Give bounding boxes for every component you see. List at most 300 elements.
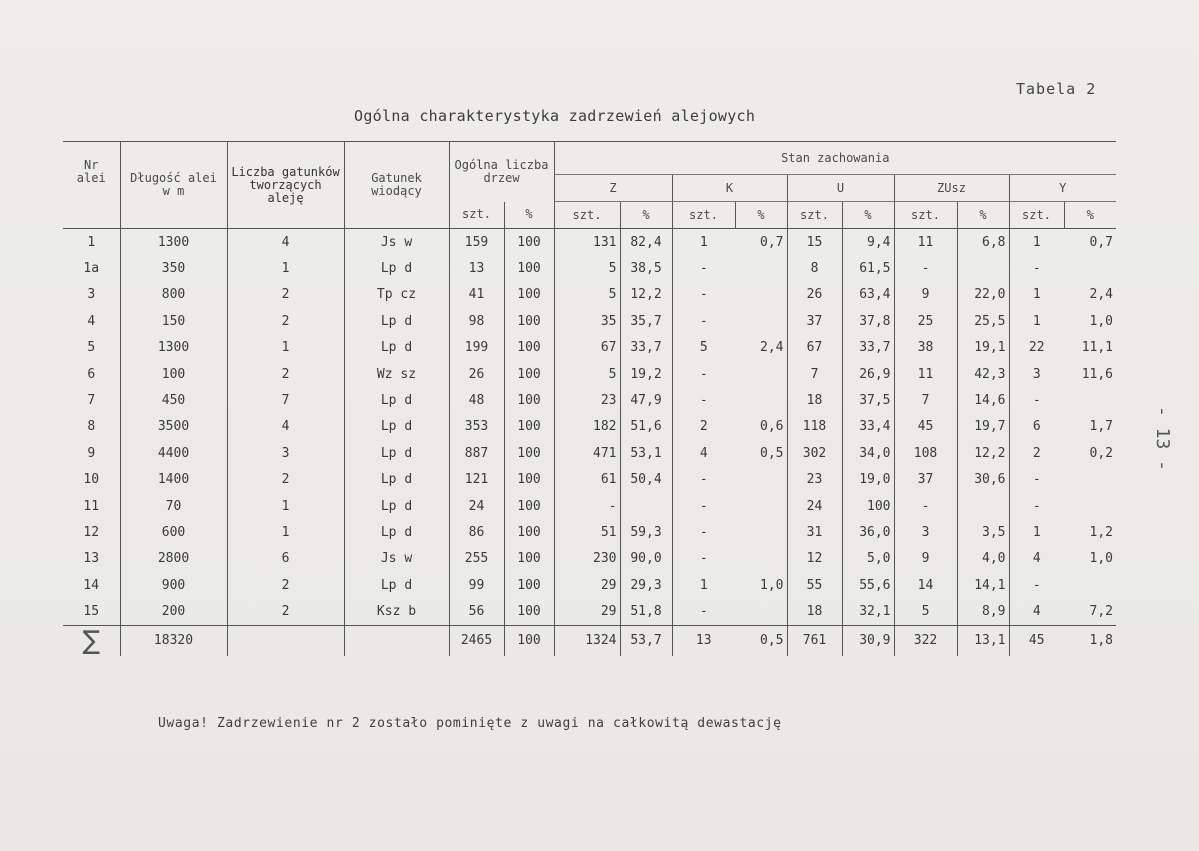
cell-nr: 6 bbox=[87, 366, 96, 382]
cell-yp bbox=[1064, 255, 1116, 281]
cell-u: 55 bbox=[787, 572, 842, 598]
cell-zup: 3,5 bbox=[957, 519, 1009, 545]
cell-k: - bbox=[672, 519, 735, 545]
cell-lg: 1 bbox=[227, 255, 344, 281]
cell-zu: 14 bbox=[894, 572, 957, 598]
cell-lg: 7 bbox=[227, 387, 344, 413]
cell-kp bbox=[735, 387, 787, 413]
cell-u: 37 bbox=[787, 308, 842, 334]
cell-y: 22 bbox=[1009, 335, 1064, 361]
cell-y: - bbox=[1009, 467, 1064, 493]
data-table bbox=[63, 141, 1116, 656]
cell-zu: 9 bbox=[894, 282, 957, 308]
cell-zup: 25,5 bbox=[957, 308, 1009, 334]
cell-y: 6 bbox=[1009, 414, 1064, 440]
cell-gat: Lp d bbox=[344, 572, 449, 598]
cell-dl: 800 bbox=[120, 282, 227, 308]
cell-gat: Lp d bbox=[344, 493, 449, 519]
cell-zp: 12,2 bbox=[620, 282, 672, 308]
cell-y: 2 bbox=[1009, 440, 1064, 466]
cell-dl: 4400 bbox=[120, 440, 227, 466]
cell-zu: 7 bbox=[894, 387, 957, 413]
cell-yp: 1,7 bbox=[1089, 419, 1113, 435]
cell-y: 1 bbox=[1009, 282, 1064, 308]
cell-ogp: 100 bbox=[504, 519, 554, 545]
cell-zup: 14,1 bbox=[957, 572, 1009, 598]
header-group-z: Z bbox=[554, 175, 672, 202]
cell-zp bbox=[620, 493, 672, 519]
cell-ogp: 100 bbox=[504, 387, 554, 413]
cell-lg: 2 bbox=[227, 361, 344, 387]
cell-z: 230 bbox=[554, 546, 620, 572]
cell-u: 12 bbox=[787, 546, 842, 572]
cell-u: 18 bbox=[787, 387, 842, 413]
cell-og: 98 bbox=[449, 308, 504, 334]
cell-yp: 7,2 bbox=[1089, 604, 1113, 620]
cell-up: 5,0 bbox=[842, 546, 894, 572]
cell-yp: 1,0 bbox=[1089, 551, 1113, 567]
cell-lg: 1 bbox=[227, 519, 344, 545]
cell-nr: 1 bbox=[87, 234, 96, 250]
header-gatunek: Gatunek wiodący bbox=[344, 142, 449, 229]
cell-y: - bbox=[1009, 255, 1064, 281]
cell-lg: 2 bbox=[227, 282, 344, 308]
cell-k: - bbox=[672, 361, 735, 387]
cell-zu: 3 bbox=[894, 519, 957, 545]
cell-og: 887 bbox=[449, 440, 504, 466]
cell-gat: Tp cz bbox=[344, 282, 449, 308]
cell-z: 471 bbox=[554, 440, 620, 466]
cell-up: 100 bbox=[842, 493, 894, 519]
cell-nr: 14 bbox=[83, 577, 100, 593]
cell-k: - bbox=[672, 255, 735, 281]
cell-zu: - bbox=[894, 255, 957, 281]
cell-zp: 33,7 bbox=[620, 335, 672, 361]
header-u-pct: % bbox=[842, 202, 894, 229]
cell-gat: Lp d bbox=[344, 467, 449, 493]
cell-ogp: 100 bbox=[504, 414, 554, 440]
sum-og: 2465 bbox=[449, 625, 504, 656]
cell-u: 31 bbox=[787, 519, 842, 545]
header-k-szt: szt. bbox=[672, 202, 735, 229]
cell-y: 4 bbox=[1009, 598, 1064, 625]
cell-lg: 2 bbox=[227, 598, 344, 625]
cell-og: 24 bbox=[449, 493, 504, 519]
header-group-k: K bbox=[672, 175, 787, 202]
cell-zup bbox=[957, 493, 1009, 519]
sum-k: 13 bbox=[672, 625, 735, 656]
cell-og: 13 bbox=[449, 255, 504, 281]
header-group-y: Y bbox=[1009, 175, 1116, 202]
cell-y: - bbox=[1009, 387, 1064, 413]
cell-dl: 1300 bbox=[120, 335, 227, 361]
cell-og: 199 bbox=[449, 335, 504, 361]
cell-up: 37,8 bbox=[842, 308, 894, 334]
cell-zup: 30,6 bbox=[957, 467, 1009, 493]
cell-z: 131 bbox=[554, 229, 620, 256]
cell-up: 37,5 bbox=[842, 387, 894, 413]
cell-dl: 100 bbox=[120, 361, 227, 387]
cell-nr: 13 bbox=[83, 551, 100, 567]
cell-dl: 200 bbox=[120, 598, 227, 625]
page-number: - 13 - bbox=[1152, 405, 1174, 472]
cell-yp: 0,2 bbox=[1089, 445, 1113, 461]
cell-z: 51 bbox=[554, 519, 620, 545]
cell-kp: 0,7 bbox=[760, 234, 784, 250]
table-row bbox=[63, 335, 1116, 361]
cell-gat: Wz sz bbox=[344, 361, 449, 387]
cell-og: 86 bbox=[449, 519, 504, 545]
sum-up: 30,9 bbox=[842, 625, 894, 656]
cell-nr: 15 bbox=[83, 604, 100, 620]
cell-u: 24 bbox=[787, 493, 842, 519]
cell-kp bbox=[735, 598, 787, 625]
sum-kp: 0,5 bbox=[735, 625, 787, 656]
cell-zp: 90,0 bbox=[620, 546, 672, 572]
sum-zp: 53,7 bbox=[620, 625, 672, 656]
cell-zu: 108 bbox=[894, 440, 957, 466]
cell-yp: 0,7 bbox=[1089, 234, 1113, 250]
cell-ogp: 100 bbox=[504, 361, 554, 387]
cell-y: 1 bbox=[1009, 519, 1064, 545]
header-zusz-szt: szt. bbox=[894, 202, 957, 229]
table-row bbox=[63, 387, 1116, 413]
cell-yp: 11,1 bbox=[1081, 340, 1113, 356]
cell-y: 1 bbox=[1009, 308, 1064, 334]
cell-nr: 10 bbox=[83, 472, 100, 488]
cell-kp bbox=[735, 282, 787, 308]
cell-gat: Js w bbox=[344, 229, 449, 256]
cell-yp bbox=[1064, 387, 1116, 413]
header-liczba: Liczba gatunków tworzących aleję bbox=[227, 142, 344, 229]
cell-ogp: 100 bbox=[504, 335, 554, 361]
cell-up: 55,6 bbox=[842, 572, 894, 598]
cell-kp bbox=[735, 493, 787, 519]
cell-zp: 53,1 bbox=[620, 440, 672, 466]
cell-zu: 9 bbox=[894, 546, 957, 572]
sum-zup: 13,1 bbox=[957, 625, 1009, 656]
footnote: Uwaga! Zadrzewienie nr 2 zostało pominięte z uwagi na całkowitą dewastację bbox=[158, 716, 782, 731]
cell-up: 63,4 bbox=[842, 282, 894, 308]
cell-k: 5 bbox=[672, 335, 735, 361]
cell-ogp: 100 bbox=[504, 282, 554, 308]
header-nr-empty bbox=[63, 202, 120, 229]
cell-ogp: 100 bbox=[504, 255, 554, 281]
cell-nr: 11 bbox=[83, 498, 100, 514]
cell-z: 29 bbox=[554, 572, 620, 598]
cell-ogp: 100 bbox=[504, 572, 554, 598]
cell-ogp: 100 bbox=[504, 598, 554, 625]
table-row bbox=[63, 493, 1116, 519]
cell-ogp: 100 bbox=[504, 308, 554, 334]
table-row bbox=[63, 361, 1116, 387]
table-row bbox=[63, 282, 1116, 308]
cell-og: 159 bbox=[449, 229, 504, 256]
table-label: Tabela 2 bbox=[1016, 80, 1097, 98]
cell-gat: Lp d bbox=[344, 440, 449, 466]
sum-z: 1324 bbox=[554, 625, 620, 656]
cell-dl: 900 bbox=[120, 572, 227, 598]
cell-zup: 19,7 bbox=[957, 414, 1009, 440]
cell-gat: Lp d bbox=[344, 255, 449, 281]
cell-kp: 2,4 bbox=[760, 340, 784, 356]
table-row bbox=[63, 255, 1116, 281]
cell-kp bbox=[735, 546, 787, 572]
header-z-szt: szt. bbox=[554, 202, 620, 229]
header-dlugosc: Długość alei w m bbox=[120, 142, 227, 229]
cell-up: 9,4 bbox=[842, 229, 894, 256]
cell-gat: Lp d bbox=[344, 519, 449, 545]
cell-dl: 1300 bbox=[120, 229, 227, 256]
cell-zp: 35,7 bbox=[620, 308, 672, 334]
cell-nr: 7 bbox=[87, 393, 96, 409]
cell-lg: 2 bbox=[227, 572, 344, 598]
header-zusz-pct: % bbox=[957, 202, 1009, 229]
cell-og: 56 bbox=[449, 598, 504, 625]
cell-kp: 0,6 bbox=[760, 419, 784, 435]
sum-u: 761 bbox=[787, 625, 842, 656]
header-og-szt: szt. bbox=[449, 202, 504, 229]
cell-gat: Ksz b bbox=[344, 598, 449, 625]
cell-up: 36,0 bbox=[842, 519, 894, 545]
table-row bbox=[63, 572, 1116, 598]
cell-zp: 82,4 bbox=[620, 229, 672, 256]
header-group-zusz: ZUsz bbox=[894, 175, 1009, 202]
cell-zu: 38 bbox=[894, 335, 957, 361]
cell-k: - bbox=[672, 598, 735, 625]
cell-dl: 450 bbox=[120, 387, 227, 413]
cell-zp: 50,4 bbox=[620, 467, 672, 493]
cell-z: - bbox=[554, 493, 620, 519]
cell-z: 5 bbox=[554, 255, 620, 281]
cell-y: 1 bbox=[1009, 229, 1064, 256]
cell-gat: Lp d bbox=[344, 414, 449, 440]
cell-dl: 1400 bbox=[120, 467, 227, 493]
cell-zup bbox=[957, 255, 1009, 281]
header-ogolna: Ogólna liczba drzew bbox=[449, 142, 554, 202]
table-row bbox=[63, 440, 1116, 466]
cell-yp: 2,4 bbox=[1089, 287, 1113, 303]
cell-zup: 42,3 bbox=[957, 361, 1009, 387]
cell-gat: Js w bbox=[344, 546, 449, 572]
page-title: Ogólna charakterystyka zadrzewień alejowych bbox=[354, 107, 756, 125]
cell-yp: 1,2 bbox=[1089, 524, 1113, 540]
header-group-u: U bbox=[787, 175, 894, 202]
cell-k: - bbox=[672, 387, 735, 413]
header-nr: Nr alei bbox=[76, 157, 106, 185]
cell-yp bbox=[1064, 572, 1116, 598]
cell-nr: 9 bbox=[87, 445, 96, 461]
cell-zu: - bbox=[894, 493, 957, 519]
cell-ogp: 100 bbox=[504, 440, 554, 466]
cell-k: - bbox=[672, 282, 735, 308]
sum-dl: 18320 bbox=[120, 625, 227, 656]
cell-yp: 1,0 bbox=[1089, 313, 1113, 329]
cell-dl: 3500 bbox=[120, 414, 227, 440]
cell-yp bbox=[1064, 493, 1116, 519]
table-row bbox=[63, 467, 1116, 493]
header-stan: Stan zachowania bbox=[554, 142, 1116, 175]
cell-z: 5 bbox=[554, 282, 620, 308]
cell-zp: 19,2 bbox=[620, 361, 672, 387]
cell-ogp: 100 bbox=[504, 546, 554, 572]
cell-y: - bbox=[1009, 493, 1064, 519]
cell-og: 41 bbox=[449, 282, 504, 308]
header-z-pct: % bbox=[620, 202, 672, 229]
cell-ogp: 100 bbox=[504, 229, 554, 256]
table-row bbox=[63, 414, 1116, 440]
cell-k: 4 bbox=[672, 440, 735, 466]
cell-nr: 5 bbox=[87, 340, 96, 356]
cell-zp: 59,3 bbox=[620, 519, 672, 545]
cell-u: 7 bbox=[787, 361, 842, 387]
cell-dl: 350 bbox=[120, 255, 227, 281]
cell-yp: 11,6 bbox=[1081, 366, 1113, 382]
cell-ogp: 100 bbox=[504, 467, 554, 493]
cell-dl: 600 bbox=[120, 519, 227, 545]
cell-u: 302 bbox=[787, 440, 842, 466]
cell-lg: 2 bbox=[227, 467, 344, 493]
cell-u: 23 bbox=[787, 467, 842, 493]
cell-up: 32,1 bbox=[842, 598, 894, 625]
cell-u: 26 bbox=[787, 282, 842, 308]
cell-k: 2 bbox=[672, 414, 735, 440]
cell-up: 61,5 bbox=[842, 255, 894, 281]
cell-lg: 4 bbox=[227, 414, 344, 440]
cell-zp: 47,9 bbox=[620, 387, 672, 413]
cell-z: 23 bbox=[554, 387, 620, 413]
sum-ogp: 100 bbox=[504, 625, 554, 656]
cell-og: 99 bbox=[449, 572, 504, 598]
cell-dl: 70 bbox=[120, 493, 227, 519]
cell-zp: 51,8 bbox=[620, 598, 672, 625]
cell-up: 26,9 bbox=[842, 361, 894, 387]
cell-gat: Lp d bbox=[344, 387, 449, 413]
cell-z: 182 bbox=[554, 414, 620, 440]
cell-up: 19,0 bbox=[842, 467, 894, 493]
cell-z: 29 bbox=[554, 598, 620, 625]
cell-zu: 25 bbox=[894, 308, 957, 334]
cell-u: 67 bbox=[787, 335, 842, 361]
cell-u: 18 bbox=[787, 598, 842, 625]
table-row bbox=[63, 229, 1116, 256]
cell-nr: 8 bbox=[87, 419, 96, 435]
sum-yp: 1,8 bbox=[1064, 625, 1116, 656]
cell-zu: 11 bbox=[894, 229, 957, 256]
cell-zp: 51,6 bbox=[620, 414, 672, 440]
cell-z: 5 bbox=[554, 361, 620, 387]
header-u-szt: szt. bbox=[787, 202, 842, 229]
cell-og: 121 bbox=[449, 467, 504, 493]
cell-lg: 1 bbox=[227, 335, 344, 361]
cell-kp bbox=[735, 255, 787, 281]
cell-zu: 11 bbox=[894, 361, 957, 387]
cell-k: 1 bbox=[672, 572, 735, 598]
cell-z: 35 bbox=[554, 308, 620, 334]
sum-row bbox=[63, 625, 1116, 656]
cell-z: 67 bbox=[554, 335, 620, 361]
cell-og: 48 bbox=[449, 387, 504, 413]
header-y-szt: szt. bbox=[1009, 202, 1064, 229]
cell-lg: 4 bbox=[227, 229, 344, 256]
cell-zu: 5 bbox=[894, 598, 957, 625]
cell-kp: 0,5 bbox=[760, 445, 784, 461]
sum-sigma: ∑ bbox=[63, 625, 120, 656]
cell-og: 255 bbox=[449, 546, 504, 572]
cell-zup: 14,6 bbox=[957, 387, 1009, 413]
cell-gat: Lp d bbox=[344, 335, 449, 361]
cell-y: 3 bbox=[1009, 361, 1064, 387]
cell-kp bbox=[735, 467, 787, 493]
cell-lg: 6 bbox=[227, 546, 344, 572]
table-row bbox=[63, 546, 1116, 572]
cell-lg: 3 bbox=[227, 440, 344, 466]
cell-nr: 1a bbox=[83, 261, 100, 277]
cell-kp bbox=[735, 361, 787, 387]
cell-k: - bbox=[672, 308, 735, 334]
sum-empty-lg bbox=[227, 625, 344, 656]
sum-y: 45 bbox=[1009, 625, 1064, 656]
sum-empty-gat bbox=[344, 625, 449, 656]
cell-up: 34,0 bbox=[842, 440, 894, 466]
cell-zp: 38,5 bbox=[620, 255, 672, 281]
cell-zu: 37 bbox=[894, 467, 957, 493]
cell-zup: 22,0 bbox=[957, 282, 1009, 308]
header-y-pct: % bbox=[1064, 202, 1116, 229]
cell-u: 118 bbox=[787, 414, 842, 440]
table-row bbox=[63, 598, 1116, 625]
cell-dl: 2800 bbox=[120, 546, 227, 572]
cell-y: 4 bbox=[1009, 546, 1064, 572]
cell-lg: 1 bbox=[227, 493, 344, 519]
sum-zu: 322 bbox=[894, 625, 957, 656]
cell-kp bbox=[735, 308, 787, 334]
cell-zup: 12,2 bbox=[957, 440, 1009, 466]
cell-up: 33,7 bbox=[842, 335, 894, 361]
cell-z: 61 bbox=[554, 467, 620, 493]
cell-zp: 29,3 bbox=[620, 572, 672, 598]
cell-k: - bbox=[672, 546, 735, 572]
cell-lg: 2 bbox=[227, 308, 344, 334]
cell-y: - bbox=[1009, 572, 1064, 598]
cell-u: 15 bbox=[787, 229, 842, 256]
cell-k: - bbox=[672, 493, 735, 519]
cell-zup: 6,8 bbox=[957, 229, 1009, 256]
cell-up: 33,4 bbox=[842, 414, 894, 440]
header-og-pct: % bbox=[504, 202, 554, 229]
table-row bbox=[63, 519, 1116, 545]
cell-zup: 4,0 bbox=[957, 546, 1009, 572]
header-k-pct: % bbox=[735, 202, 787, 229]
cell-dl: 150 bbox=[120, 308, 227, 334]
cell-nr: 3 bbox=[87, 287, 96, 303]
cell-u: 8 bbox=[787, 255, 842, 281]
cell-ogp: 100 bbox=[504, 493, 554, 519]
cell-kp: 1,0 bbox=[760, 577, 784, 593]
cell-zup: 8,9 bbox=[957, 598, 1009, 625]
cell-yp bbox=[1064, 467, 1116, 493]
cell-nr: 4 bbox=[87, 313, 96, 329]
cell-nr: 12 bbox=[83, 524, 100, 540]
cell-k: 1 bbox=[672, 229, 735, 256]
cell-og: 26 bbox=[449, 361, 504, 387]
cell-og: 353 bbox=[449, 414, 504, 440]
cell-gat: Lp d bbox=[344, 308, 449, 334]
cell-k: - bbox=[672, 467, 735, 493]
cell-kp bbox=[735, 519, 787, 545]
cell-zup: 19,1 bbox=[957, 335, 1009, 361]
table-row bbox=[63, 308, 1116, 334]
